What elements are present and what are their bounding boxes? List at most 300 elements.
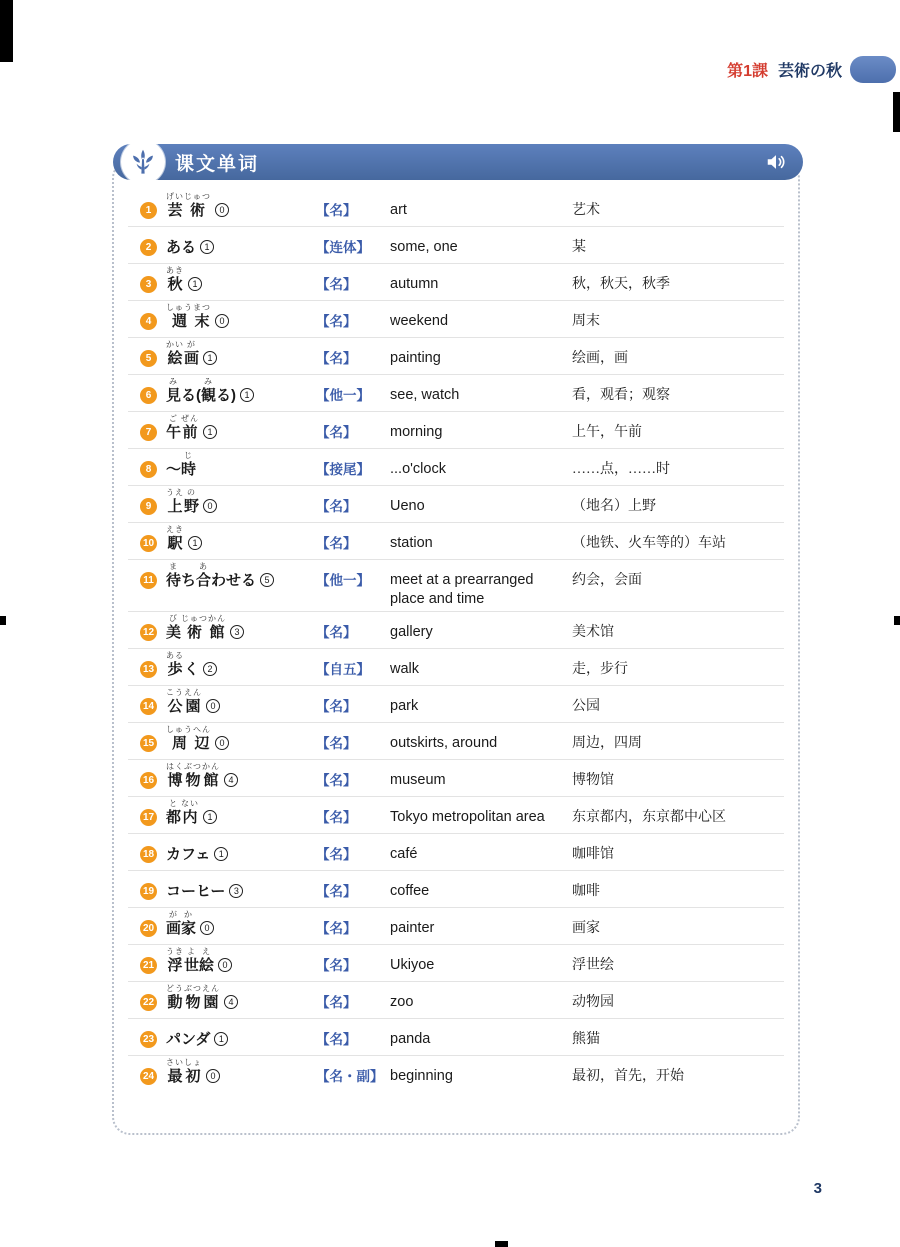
base-text: 画 [184, 350, 200, 367]
vocab-row [128, 686, 784, 723]
base-text: 秋 [167, 276, 183, 293]
chinese-meaning: 咖啡馆 [572, 847, 614, 862]
word-japanese [166, 836, 316, 864]
part-of-speech: 【名】 [316, 277, 357, 292]
english-meaning: museum [390, 772, 446, 788]
furigana: の [187, 488, 196, 497]
entry-number: 7 [140, 424, 157, 441]
word-segment [166, 799, 181, 827]
part-of-speech: 【名】 [316, 314, 357, 329]
chinese-meaning: 美术馆 [572, 625, 614, 640]
entry-number: 20 [140, 920, 157, 937]
word-segment [166, 910, 181, 938]
base-text: 見 [166, 387, 182, 404]
word-japanese [166, 340, 316, 368]
word-segment [184, 947, 199, 975]
word-segment [166, 377, 181, 405]
accent-number: 4 [224, 995, 238, 1009]
entry-number: 19 [140, 883, 157, 900]
base-text: 時 [181, 461, 197, 478]
english-meaning: Tokyo metropolitan area [390, 809, 545, 825]
furigana: うき [166, 947, 184, 956]
entry-number: 23 [140, 1031, 157, 1048]
base-text: 合 [196, 572, 212, 589]
vocab-row [128, 523, 784, 560]
word-segment [211, 562, 256, 590]
furigana: どう [166, 984, 184, 993]
vocab-row [128, 375, 784, 412]
furigana: み [169, 377, 178, 386]
entry-number: 16 [140, 772, 157, 789]
furigana: ま [169, 562, 178, 571]
english-meaning: outskirts, around [390, 735, 498, 751]
word-segment [166, 725, 193, 753]
base-text: 美 [166, 624, 182, 641]
chinese-meaning: 博物馆 [572, 773, 614, 788]
word-segment [166, 303, 193, 331]
chinese-meaning: 咖啡 [572, 884, 600, 899]
iris-crest-icon [121, 140, 165, 184]
word-segment [181, 614, 208, 642]
base-text: 絵 [199, 957, 215, 974]
accent-number: 0 [200, 921, 214, 935]
part-of-speech: 【自五】 [316, 662, 370, 677]
word-segment [201, 377, 216, 405]
accent-number: 1 [188, 277, 202, 291]
part-of-speech: 【连体】 [316, 240, 370, 255]
entry-number: 11 [140, 572, 157, 589]
furigana: が [187, 340, 196, 349]
vocab-row [128, 560, 784, 612]
accent-number: 1 [203, 351, 217, 365]
vocab-section-header [113, 144, 803, 180]
vocab-row [128, 908, 784, 945]
base-text: カフェ [166, 846, 211, 863]
word-segment [199, 947, 214, 975]
word-japanese [166, 525, 316, 553]
base-text: ある [166, 239, 197, 256]
base-text: 芸 [167, 202, 183, 219]
word-japanese [166, 799, 316, 827]
accent-number: 0 [203, 499, 217, 513]
base-text: 歩 [167, 661, 183, 678]
word-segment [166, 340, 184, 368]
accent-number: 0 [218, 958, 232, 972]
vocab-row [128, 1019, 784, 1056]
furigana: こう [166, 688, 184, 697]
english-meaning: ...o'clock [390, 461, 446, 477]
word-japanese [166, 451, 316, 479]
entry-number: 9 [140, 498, 157, 515]
vocab-row [128, 1056, 784, 1093]
chinese-meaning: ……点，……时 [572, 462, 670, 477]
word-segment [166, 762, 184, 790]
word-segment [193, 725, 211, 753]
accent-number: 1 [214, 847, 228, 861]
furigana: ない [181, 799, 200, 808]
word-japanese [166, 873, 316, 901]
base-text: 動 [167, 994, 183, 1011]
page-number: 3 [813, 1180, 822, 1197]
word-segment [166, 488, 184, 516]
vocab-row [128, 871, 784, 908]
base-text: 物 [185, 772, 201, 789]
english-meaning: painter [390, 920, 435, 936]
chinese-meaning: 熊猫 [572, 1032, 600, 1047]
accent-number: 0 [215, 736, 229, 750]
part-of-speech: 【名】 [316, 995, 357, 1010]
word-segment [216, 377, 236, 405]
word-japanese [166, 725, 316, 753]
chinese-meaning: 东京都内，东京都中心区 [572, 810, 726, 825]
word-segment [166, 266, 184, 294]
word-segment [166, 947, 184, 975]
chinese-meaning: 周边，四周 [572, 736, 642, 751]
word-segment [181, 451, 196, 479]
english-meaning: weekend [390, 313, 449, 329]
furigana: よ [187, 947, 196, 956]
word-segment [166, 192, 184, 220]
vocab-row [128, 612, 784, 649]
english-meaning: painting [390, 350, 441, 366]
english-meaning: Ukiyoe [390, 957, 435, 973]
chinese-meaning: 浮世绘 [572, 958, 614, 973]
scan-mark [0, 0, 13, 62]
entry-number: 17 [140, 809, 157, 826]
vocab-list [128, 190, 784, 1093]
furigana: ぜん [181, 414, 200, 423]
base-text: 待 [166, 572, 182, 589]
word-japanese [166, 192, 316, 220]
english-meaning: zoo [390, 994, 414, 1010]
chinese-meaning: 某 [572, 240, 586, 255]
vocab-row [128, 797, 784, 834]
chinese-meaning: 画家 [572, 921, 600, 936]
english-meaning: walk [390, 661, 420, 677]
entry-number: 14 [140, 698, 157, 715]
furigana: び [169, 614, 178, 623]
furigana: じゅつ [184, 192, 211, 201]
entry-number: 21 [140, 957, 157, 974]
word-segment [166, 525, 184, 553]
word-segment [166, 414, 181, 442]
page-edge-tab [850, 56, 896, 83]
part-of-speech: 【名】 [316, 203, 357, 218]
base-text: 周 [171, 735, 187, 752]
word-japanese [166, 229, 316, 257]
english-meaning: coffee [390, 883, 430, 899]
chinese-meaning: 上午，午前 [572, 425, 642, 440]
entry-number: 10 [140, 535, 157, 552]
base-text: 家 [181, 920, 197, 937]
word-segment [202, 984, 220, 1012]
chinese-meaning: 看，观看；观察 [572, 388, 670, 403]
furigana: かい [166, 340, 184, 349]
chinese-meaning: （地铁、火车等的）车站 [572, 536, 726, 551]
base-text: る) [216, 387, 237, 404]
word-japanese [166, 1021, 316, 1049]
word-japanese [166, 651, 316, 679]
accent-number: 3 [230, 625, 244, 639]
word-japanese [166, 614, 316, 642]
word-japanese [166, 266, 316, 294]
word-japanese [166, 303, 316, 331]
part-of-speech: 【接尾】 [316, 462, 370, 477]
speaker-icon[interactable] [765, 151, 787, 173]
base-text: 浮 [167, 957, 183, 974]
chinese-meaning: 走，步行 [572, 662, 628, 677]
base-text: 公 [167, 698, 183, 715]
furigana: かん [202, 762, 220, 771]
furigana: じゅつ [181, 614, 209, 623]
accent-number: 0 [215, 203, 229, 217]
scan-mark [0, 616, 6, 625]
part-of-speech: 【名】 [316, 499, 357, 514]
word-segment [166, 984, 184, 1012]
english-meaning: see, watch [390, 387, 460, 403]
furigana: ぶつ [184, 762, 202, 771]
part-of-speech: 【名】 [316, 736, 357, 751]
furigana: み [204, 377, 214, 386]
base-text: 世 [184, 957, 200, 974]
furigana: か [184, 910, 194, 919]
base-text: コーヒー [166, 883, 226, 900]
base-text: 園 [185, 698, 201, 715]
word-segment [166, 688, 184, 716]
base-text: 絵 [167, 350, 183, 367]
vocab-row [128, 723, 784, 760]
furigana: えき [166, 525, 184, 534]
word-segment [184, 651, 199, 679]
chinese-meaning: 约会，会面 [572, 573, 642, 588]
word-segment [166, 1058, 184, 1086]
entry-number: 5 [140, 350, 157, 367]
word-segment [184, 762, 202, 790]
part-of-speech: 【名】 [316, 958, 357, 973]
base-text: 都 [166, 809, 182, 826]
word-segment [184, 488, 199, 516]
word-japanese [166, 688, 316, 716]
furigana: まつ [193, 303, 211, 312]
entry-number: 15 [140, 735, 157, 752]
word-segment [181, 377, 201, 405]
entry-number: 1 [140, 202, 157, 219]
part-of-speech: 【名】 [316, 1032, 357, 1047]
accent-number: 0 [206, 1069, 220, 1083]
furigana: しゅう [166, 725, 193, 734]
word-japanese [166, 488, 316, 516]
entry-number: 6 [140, 387, 157, 404]
base-text: 末 [194, 313, 210, 330]
vocab-row [128, 982, 784, 1019]
english-meaning: gallery [390, 624, 433, 640]
entry-number: 3 [140, 276, 157, 293]
base-text: パンダ [166, 1031, 211, 1048]
entry-number: 18 [140, 846, 157, 863]
vocab-row [128, 301, 784, 338]
base-text: 週 [171, 313, 187, 330]
english-meaning: station [390, 535, 433, 551]
word-segment [184, 984, 202, 1012]
word-segment [193, 303, 211, 331]
furigana: が [169, 910, 178, 919]
word-segment [196, 562, 211, 590]
part-of-speech: 【名】 [316, 921, 357, 936]
accent-number: 1 [240, 388, 254, 402]
base-text: 物 [185, 994, 201, 1011]
word-japanese [166, 762, 316, 790]
english-meaning: morning [390, 424, 443, 440]
furigana: と [169, 799, 178, 808]
accent-number: 0 [206, 699, 220, 713]
english-meaning: café [390, 846, 418, 862]
part-of-speech: 【名】 [316, 884, 357, 899]
base-text: 観 [201, 387, 217, 404]
english-meaning: art [390, 202, 407, 218]
entry-number: 8 [140, 461, 157, 478]
chinese-meaning: 秋，秋天，秋季 [572, 277, 670, 292]
furigana: えん [184, 688, 202, 697]
part-of-speech: 【名】 [316, 425, 357, 440]
section-title: 课文单词 [175, 153, 260, 175]
english-meaning: meet at a prearranged place and time [390, 572, 534, 607]
base-text: 画 [166, 920, 182, 937]
vocab-row [128, 190, 784, 227]
base-text: 博 [167, 772, 183, 789]
lesson-number: 第1課 [727, 63, 768, 80]
word-japanese [166, 947, 316, 975]
vocab-row [128, 486, 784, 523]
word-segment [166, 1021, 210, 1049]
vocab-row [128, 449, 784, 486]
chinese-meaning: 公园 [572, 699, 600, 714]
base-text: わせる [211, 572, 257, 589]
lesson-header [727, 58, 842, 81]
part-of-speech: 【他一】 [316, 388, 370, 403]
part-of-speech: 【名】 [316, 773, 357, 788]
part-of-speech: 【名】 [316, 625, 357, 640]
scan-mark [893, 92, 900, 132]
word-segment [166, 651, 184, 679]
base-text: ち [181, 572, 197, 589]
furigana: はく [166, 762, 184, 771]
accent-number: 1 [203, 425, 217, 439]
entry-number: 13 [140, 661, 157, 678]
furigana: あ [199, 562, 209, 571]
word-japanese [166, 414, 316, 442]
base-text: 午 [166, 424, 182, 441]
word-segment [166, 836, 210, 864]
english-meaning: beginning [390, 1068, 453, 1084]
accent-number: 3 [229, 884, 243, 898]
word-segment [166, 451, 181, 479]
base-text: 前 [182, 424, 198, 441]
accent-number: 2 [203, 662, 217, 676]
vocab-row [128, 227, 784, 264]
vocab-row [128, 760, 784, 797]
part-of-speech: 【名】 [316, 847, 357, 862]
vocab-row [128, 412, 784, 449]
furigana: しょ [184, 1058, 202, 1067]
part-of-speech: 【名】 [316, 699, 357, 714]
furigana: うえ [166, 488, 184, 497]
base-text: 館 [203, 772, 219, 789]
furigana: かん [208, 614, 227, 623]
word-segment [166, 614, 181, 642]
word-segment [181, 414, 199, 442]
english-meaning: panda [390, 1031, 431, 1047]
english-meaning: some, one [390, 239, 458, 255]
furigana: じ [184, 451, 194, 460]
furigana: げい [166, 192, 184, 201]
word-japanese [166, 984, 316, 1012]
furigana: あき [166, 266, 184, 275]
accent-number: 1 [214, 1032, 228, 1046]
vocab-row [128, 834, 784, 871]
base-text: 術 [187, 624, 203, 641]
vocab-row [128, 264, 784, 301]
accent-number: 1 [200, 240, 214, 254]
english-meaning: Ueno [390, 498, 425, 514]
word-segment [208, 614, 226, 642]
furigana: え [202, 947, 212, 956]
base-text: 館 [209, 624, 225, 641]
entry-number: 2 [140, 239, 157, 256]
word-japanese [166, 910, 316, 938]
base-text: 辺 [194, 735, 210, 752]
furigana: ある [166, 651, 184, 660]
base-text: る( [181, 387, 202, 404]
scan-mark [894, 616, 900, 625]
furigana: しゅう [166, 303, 193, 312]
part-of-speech: 【名】 [316, 351, 357, 366]
word-segment [184, 340, 199, 368]
base-text: 駅 [167, 535, 183, 552]
chinese-meaning: 最初，首先，开始 [572, 1069, 684, 1084]
word-japanese [166, 562, 316, 590]
accent-number: 1 [203, 810, 217, 824]
base-text: 園 [203, 994, 219, 1011]
furigana: ご [169, 414, 178, 423]
entry-number: 22 [140, 994, 157, 1011]
lesson-title: 芸術の秋 [777, 63, 842, 80]
english-meaning: autumn [390, 276, 439, 292]
vocab-row [128, 338, 784, 375]
word-segment [166, 562, 181, 590]
base-text: く [184, 661, 200, 678]
chinese-meaning: 艺术 [572, 203, 600, 218]
base-text: 野 [184, 498, 200, 515]
base-text: 上 [167, 498, 183, 515]
vocab-row [128, 649, 784, 686]
scan-mark [495, 1241, 508, 1247]
entry-number: 24 [140, 1068, 157, 1085]
vocab-box [112, 153, 800, 1135]
furigana: えん [202, 984, 220, 993]
accent-number: 1 [188, 536, 202, 550]
base-text: 最 [167, 1068, 183, 1085]
base-text: 術 [189, 202, 205, 219]
word-segment [184, 688, 202, 716]
part-of-speech: 【名】 [316, 536, 357, 551]
word-segment [184, 192, 211, 220]
part-of-speech: 【名】 [316, 810, 357, 825]
chinese-meaning: 绘画，画 [572, 351, 628, 366]
furigana: ぶつ [184, 984, 202, 993]
word-segment [202, 762, 220, 790]
english-meaning: park [390, 698, 419, 714]
chinese-meaning: 周末 [572, 314, 600, 329]
